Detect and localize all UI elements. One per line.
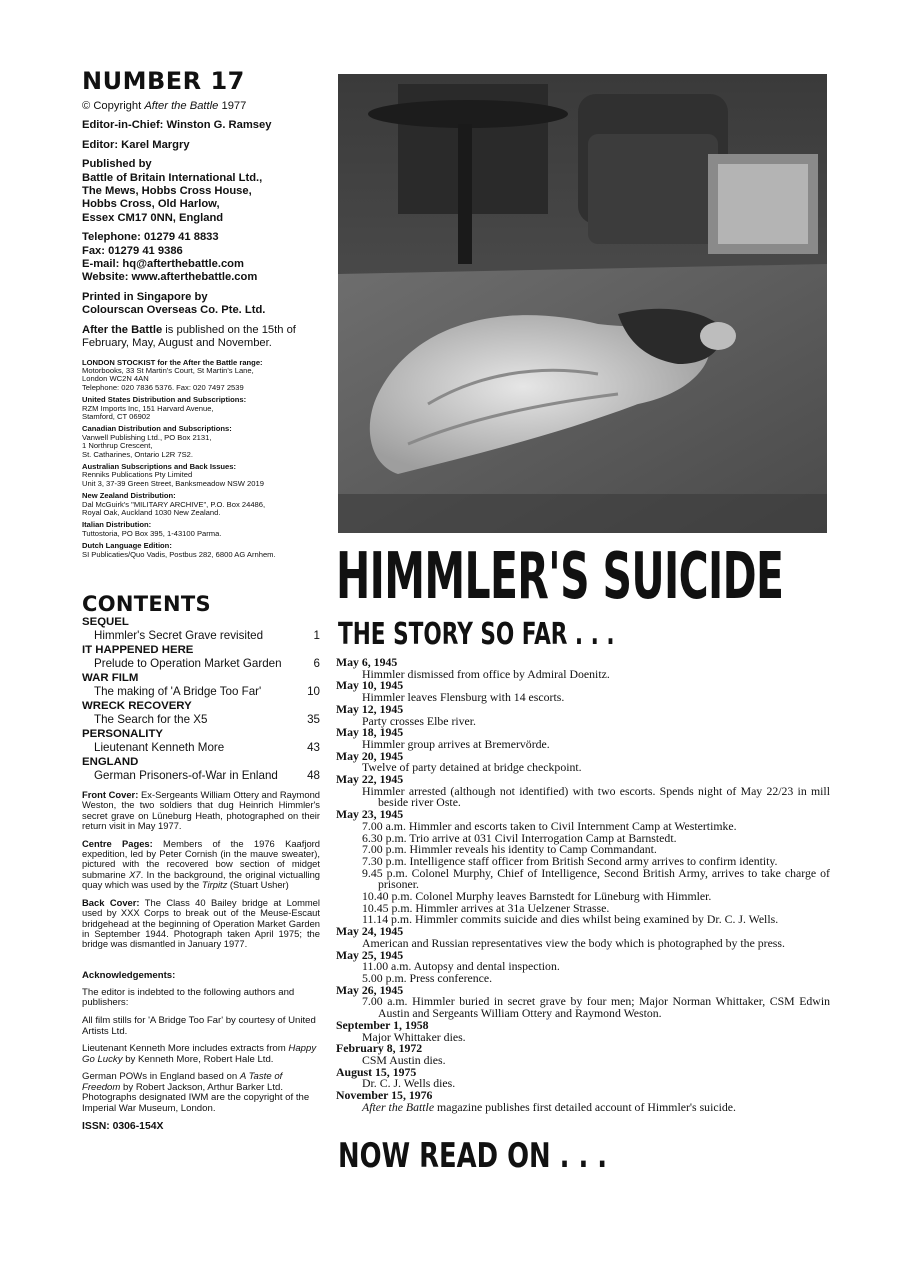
timeline-event: Himmler arrested (although not identified) with two escorts. Spends night of May 22/23 in mill beside river Oste. <box>362 783 830 810</box>
timeline-date: August 15, 1975 <box>336 1064 417 1079</box>
distributor-dutch: Dutch Language Edition: SI Publicaties/Quo Vadis, Postbus 282, 6800 AG Arnhem. <box>82 541 276 559</box>
timeline-event: 11.00 a.m. Autopsy and dental inspection. <box>362 959 560 974</box>
distributor-australia: Australian Subscriptions and Back Issues: Renniks Publications Pty Limited Unit 3, 37-39 Green Street, Banksmeadow NSW 2019 <box>82 461 264 488</box>
timeline <box>336 657 830 1113</box>
publisher-block: Published by Battle of Britain International Ltd., The Mews, Hobbs Cross House, Hobbs Cross, Old Harlow, Essex CM17 0NN, England <box>82 158 263 224</box>
front-cover-caption: Front Cover: Ex-Sergeants William Ottery and Raymond Weston, the two soldiers that dug Heinrich Himmler's secret grave on Lüneburg Heath, photographed on their return visit in May 1977. <box>82 789 320 832</box>
acknowledgement-text: German POWs in England based on A Taste of Freedom by Robert Jackson, Arthur Barker Ltd. <box>82 1071 284 1093</box>
timeline-event: Major Whittaker dies. <box>362 1029 466 1044</box>
timeline-event: Dr. C. J. Wells dies. <box>362 1076 456 1091</box>
publication-schedule: After the Battle is published on the 15th of February, May, August and November. <box>82 323 296 350</box>
issn: ISSN: 0306-154X <box>82 1120 164 1132</box>
article-headline: HIMMLER'S SUICIDE <box>336 540 784 614</box>
timeline-date: May 26, 1945 <box>336 982 404 997</box>
timeline-date: May 24, 1945 <box>336 924 404 939</box>
timeline-event: Himmler group arrives at Bremervörde. <box>362 736 550 751</box>
contents-entry[interactable]: Prelude to Operation Market Garden 6 <box>94 657 320 671</box>
timeline-date: May 10, 1945 <box>336 678 404 693</box>
contents-list <box>82 616 320 783</box>
contents-section: WRECK RECOVERY <box>82 700 192 713</box>
photo-illustration <box>338 74 827 533</box>
timeline-event: 5.00 p.m. Press conference. <box>362 970 493 985</box>
contents-section: WAR FILM <box>82 672 139 685</box>
acknowledgement-text: Lieutenant Kenneth More includes extracts from Happy Go Lucky by Kenneth More, Robert Hale Ltd. <box>82 1043 317 1065</box>
contents-section: PERSONALITY <box>82 728 164 741</box>
contents-entry[interactable]: Himmler's Secret Grave revisited 1 <box>94 629 320 643</box>
timeline-date: May 20, 1945 <box>336 748 404 763</box>
contents-heading: CONTENTS <box>82 592 211 617</box>
acknowledgement-text: The editor is indebted to the following authors and publishers: <box>82 986 295 1009</box>
timeline-date: May 22, 1945 <box>336 772 404 787</box>
copyright-line: © Copyright After the Battle 1977 <box>82 100 247 112</box>
distributor-canada: Canadian Distribution and Subscriptions: Vanwell Publishing Ltd., PO Box 2131, 1 Northrup Crescent, St. Catharines, Ontario L2R 7S2. <box>82 424 232 459</box>
timeline-event: Himmler leaves Flensburg with 14 escorts. <box>362 690 565 705</box>
timeline-date: November 15, 1976 <box>336 1088 433 1103</box>
contact-block: Telephone: 01279 41 8833 Fax: 01279 41 9386 E-mail: hq@afterthebattle.com Website: www.afterthebattle.com <box>82 231 258 284</box>
timeline-event: Twelve of party detained at bridge checkpoint. <box>362 760 582 775</box>
timeline-event: Party crosses Elbe river. <box>362 713 477 728</box>
distributor-italy: Italian Distribution: Tuttostoria, PO Box 395, 1-43100 Parma. <box>82 520 222 538</box>
timeline-event: 6.30 p.m. Trio arrive at 031 Civil Interrogation Camp at Barnstedt. <box>362 830 677 845</box>
printer-block: Printed in Singapore by Colourscan Overseas Co. Pte. Ltd. <box>82 290 266 317</box>
timeline-date: February 8, 1972 <box>336 1041 423 1056</box>
contents-section: IT HAPPENED HERE <box>82 644 194 657</box>
centre-pages-caption: Centre Pages: Members of the 1976 Kaafjord expedition, led by Peter Cornish (in the mauve sweater), pictured with the recovered bow section of midget submarine X7. In the background, the original victualling quay which was used by the Tirpitz (Stuart Usher) <box>82 837 320 891</box>
closing-line: NOW READ ON . . . <box>338 1136 608 1176</box>
acknowledgements-heading: Acknowledgements: <box>82 969 176 981</box>
distributor-us: United States Distribution and Subscriptions: RZM Imports Inc, 151 Harvard Avenue, Stamford, CT 06902 <box>82 395 247 421</box>
distributor-new-zealand: New Zealand Distribution: Dal McGuirk's "MILITARY ARCHIVE", P.O. Box 24486, Royal Oak, Auckland 1030 New Zealand. <box>82 491 266 517</box>
timeline-event: After the Battle magazine publishes first detailed account of Himmler's suicide. <box>362 1099 736 1114</box>
timeline-date: May 6, 1945 <box>336 655 398 669</box>
timeline-event: CSM Austin dies. <box>362 1052 446 1067</box>
timeline-event: 7.00 a.m. Himmler buried in secret grave by four men; Major Norman Whittaker, CSM Edwin Austin and Sergeants William Ottery and Raymond Weston. <box>362 994 830 1021</box>
contents-section: SEQUEL <box>82 616 129 629</box>
timeline-date: May 25, 1945 <box>336 947 404 962</box>
timeline-event: 7.30 p.m. Intelligence staff officer from British Second army arrives to confirm identity. <box>362 853 778 868</box>
contents-section: ENGLAND <box>82 756 139 769</box>
timeline-event: 9.45 p.m. Colonel Murphy, Chief of Intelligence, Second British Army, arrives to take charge of prisoner. <box>362 865 830 892</box>
contents-entry[interactable]: Lieutenant Kenneth More 43 <box>94 741 320 755</box>
distributor-list <box>82 359 320 560</box>
contents-entry[interactable]: German Prisoners-of-War in Enland 48 <box>94 769 320 783</box>
himmler-body-photo <box>338 74 827 533</box>
acknowledgement-text: All film stills for 'A Bridge Too Far' by courtesy of United Artists Ltd. <box>82 1014 316 1037</box>
article-subhead: THE STORY SO FAR . . . <box>338 617 615 652</box>
timeline-event: 7.00 p.m. Himmler reveals his identity to Camp Commandant. <box>362 842 657 857</box>
timeline-event: 10.45 p.m. Himmler arrives at 31a Uelzener Strasse. <box>362 900 610 915</box>
distributor-london: LONDON STOCKIST for the After the Battle range: Motorbooks, 33 St Martin's Court, St Martin's Lane, London WC2N 4AN Telephone: 020 7836 5376. Fax: 020 7497 2539 <box>82 357 263 392</box>
timeline-event: American and Russian representatives view the body which is photographed by the press. <box>362 935 785 950</box>
timeline-event: 11.14 p.m. Himmler commits suicide and dies whilst being examined by Dr. C. J. Wells. <box>362 912 779 927</box>
contents-entry[interactable]: The Search for the X5 35 <box>94 713 320 727</box>
acknowledgement-text: Photographs designated IWM are the copyright of the Imperial War Museum, London. <box>82 1092 310 1115</box>
back-cover-caption: Back Cover: The Class 40 Bailey bridge at Lommel used by XXX Corps to break out of the Meuse-Escaut bridgehead at the beginning of Operation Market Garden in September 1944. Photograph taken April 1975; the bridge was dismantled in January 1977. <box>82 896 320 950</box>
timeline-date: September 1, 1958 <box>336 1017 429 1032</box>
timeline-event: Himmler dismissed from office by Admiral Doenitz. <box>362 666 610 681</box>
contents-entry[interactable]: The making of 'A Bridge Too Far' 10 <box>94 685 320 699</box>
masthead-column <box>82 68 320 1132</box>
timeline-date: May 18, 1945 <box>336 725 404 740</box>
issue-number: NUMBER 17 <box>82 67 245 95</box>
editor-in-chief: Editor-in-Chief: Winston G. Ramsey <box>82 119 272 132</box>
timeline-date: May 23, 1945 <box>336 807 404 822</box>
editor: Editor: Karel Margry <box>82 138 190 151</box>
timeline-event: 7.00 a.m. Himmler and escorts taken to Civil Internment Camp at Westertimke. <box>362 818 737 833</box>
timeline-event: 10.40 p.m. Colonel Murphy leaves Barnstedt for Lüneburg with Himmler. <box>362 889 712 904</box>
timeline-date: May 12, 1945 <box>336 701 404 716</box>
